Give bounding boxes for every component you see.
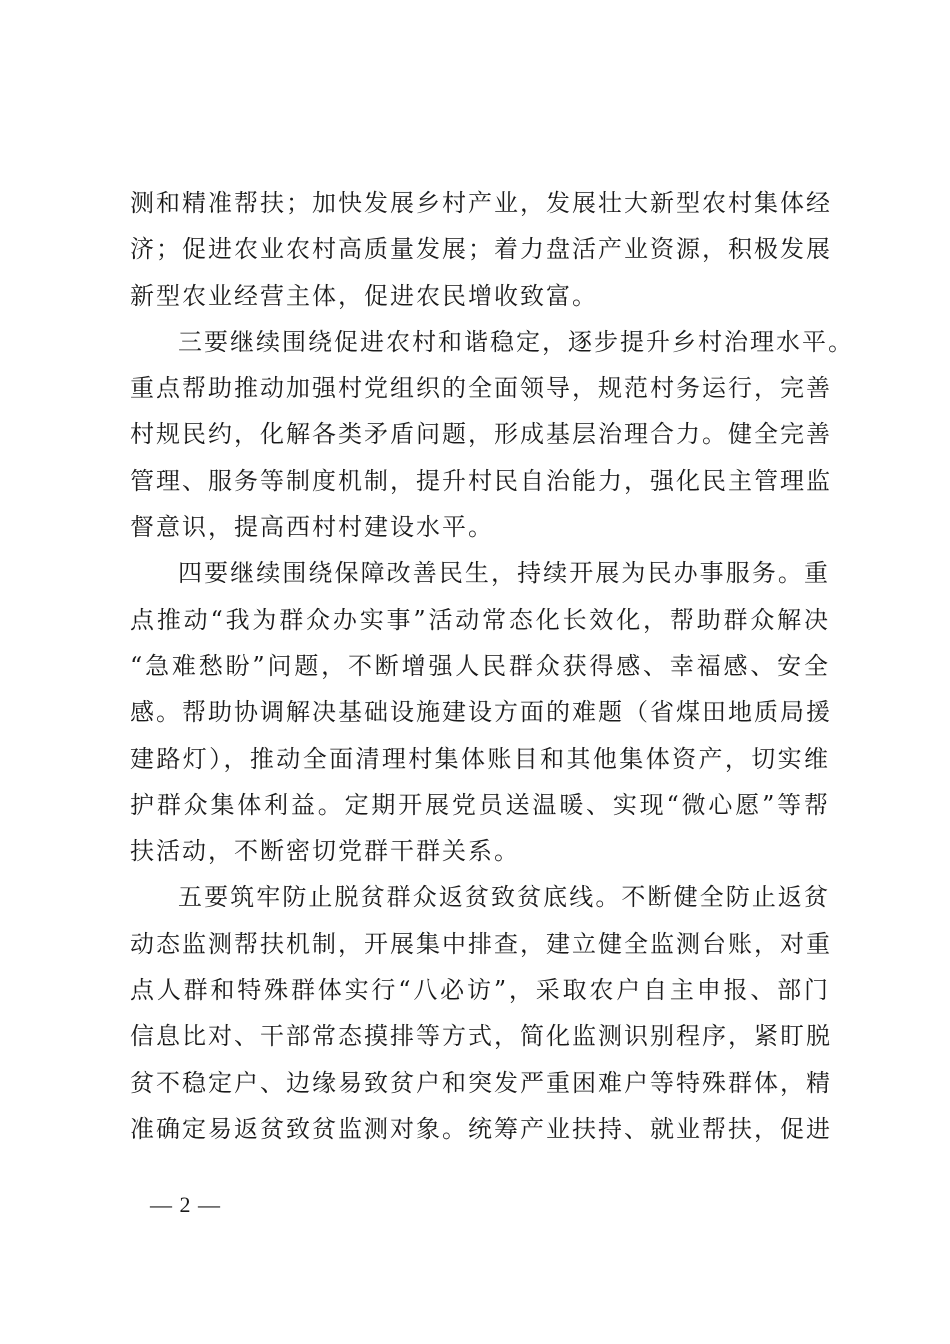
body-text	[130, 180, 854, 1152]
text-line: 贫不稳定户、边缘易致贫户和突发严重困难户等特殊群体，精	[130, 1068, 832, 1097]
text-line: 建路灯），推动全面清理村集体账目和其他集体资产，切实维	[130, 744, 830, 773]
text-line: 准确定易返贫致贫监测对象。统筹产业扶持、就业帮扶，促进	[130, 1114, 832, 1143]
text-line: 管理、服务等制度机制，提升村民自治能力，强化民主管理监	[130, 466, 832, 495]
text-line: 济；促进农业农村高质量发展；着力盘活产业资源，积极发展	[130, 235, 832, 264]
text-line: 四要继续围绕保障改善民生，持续开展为民办事服务。重	[178, 559, 830, 588]
text-line: 护群众集体利益。定期开展党员送温暖、实现“微心愿”等帮	[130, 790, 830, 819]
page-number: — 2 —	[150, 1192, 221, 1217]
text-line: 五要筑牢防止脱贫群众返贫致贫底线。不断健全防止返贫	[178, 883, 830, 912]
text-line: 点推动“我为群众办实事”活动常态化长效化，帮助群众解决	[130, 605, 830, 634]
text-line: 重点帮助推动加强村党组织的全面领导，规范村务运行，完善	[130, 374, 832, 403]
text-line: 三要继续围绕促进农村和谐稳定，逐步提升乡村治理水平。	[178, 327, 854, 356]
text-line: 信息比对、干部常态摸排等方式，简化监测识别程序，紧盯脱	[130, 1022, 832, 1051]
text-line: 感。帮助协调解决基础设施建设方面的难题（省煤田地质局援	[130, 698, 832, 727]
text-line: “急难愁盼”问题，不断增强人民群众获得感、幸福感、安全	[130, 651, 830, 680]
text-line: 测和精准帮扶；加快发展乡村产业，发展壮大新型农村集体经	[130, 189, 832, 217]
text-line: 督意识，提高西村村建设水平。	[130, 513, 494, 542]
text-line: 动态监测帮扶机制，开展集中排查，建立健全监测台账，对重	[130, 929, 832, 958]
text-line: 村规民约，化解各类矛盾问题，形成基层治理合力。健全完善	[130, 420, 832, 449]
text-line: 点人群和特殊群体实行“八必访”，采取农户自主申报、部门	[130, 976, 830, 1005]
text-line: 新型农业经营主体，促进农民增收致富。	[130, 281, 598, 310]
text-line: 扶活动，不断密切党群干群关系。	[130, 837, 520, 866]
